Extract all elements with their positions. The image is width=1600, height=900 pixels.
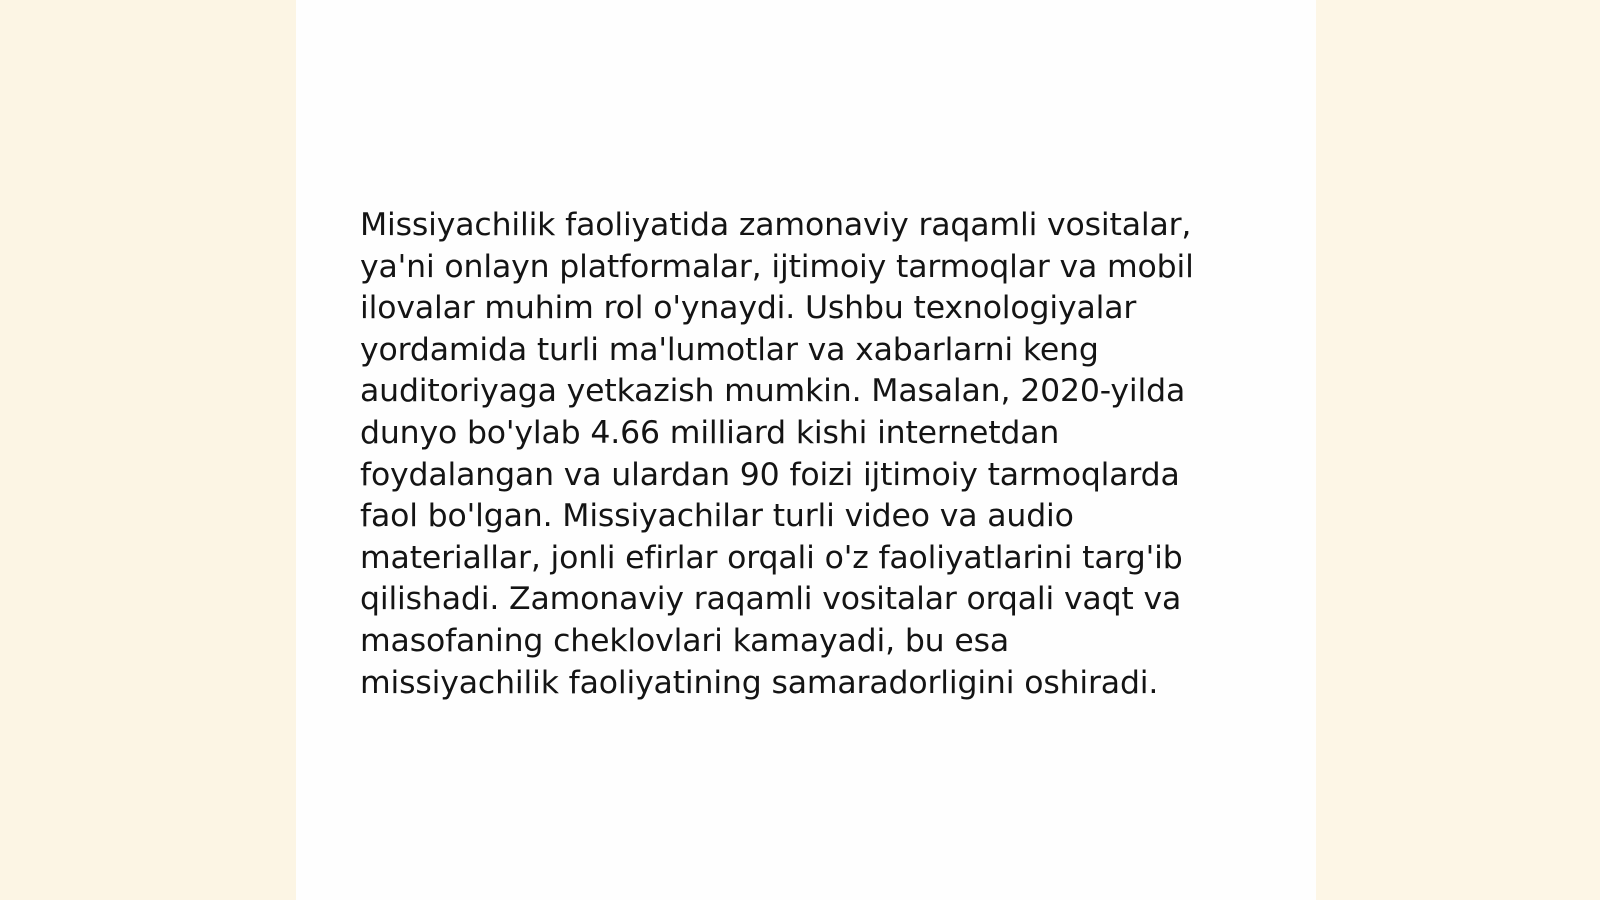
text-line: masofaning cheklovlari kamayadi, bu esa: [360, 622, 1010, 659]
left-margin-panel: [0, 0, 296, 900]
text-line: ilovalar muhim rol o'ynaydi. Ushbu texnologiyalar: [360, 290, 1137, 327]
text-line: dunyo bo'ylab 4.66 milliard kishi internetdan: [360, 414, 1060, 451]
text-line: Missiyachilik faoliyatida zamonaviy raqamli vositalar,: [360, 207, 1192, 243]
right-margin-panel: [1316, 0, 1600, 900]
text-line: ya'ni onlayn platformalar, ijtimoiy tarmoqlar va mobil: [360, 248, 1194, 285]
text-line: auditoriyaga yetkazish mumkin. Masalan, 2020-yilda: [360, 373, 1186, 410]
text-line: yordamida turli ma'lumotlar va xabarlarni keng: [360, 331, 1099, 368]
text-line: missiyachilik faoliyatining samaradorligini oshiradi.: [360, 664, 1159, 701]
text-line: materiallar, jonli efirlar orqali o'z faoliyatlarini targ'ib: [360, 539, 1183, 576]
text-line: foydalangan va ulardan 90 foizi ijtimoiy tarmoqlarda: [360, 456, 1180, 493]
text-line: qilishadi. Zamonaviy raqamli vositalar orqali vaqt va: [360, 581, 1182, 618]
slide-body-text: [360, 205, 1240, 704]
slide-page: [296, 0, 1316, 900]
text-line: faol bo'lgan. Missiyachilar turli video va audio: [360, 498, 1074, 535]
